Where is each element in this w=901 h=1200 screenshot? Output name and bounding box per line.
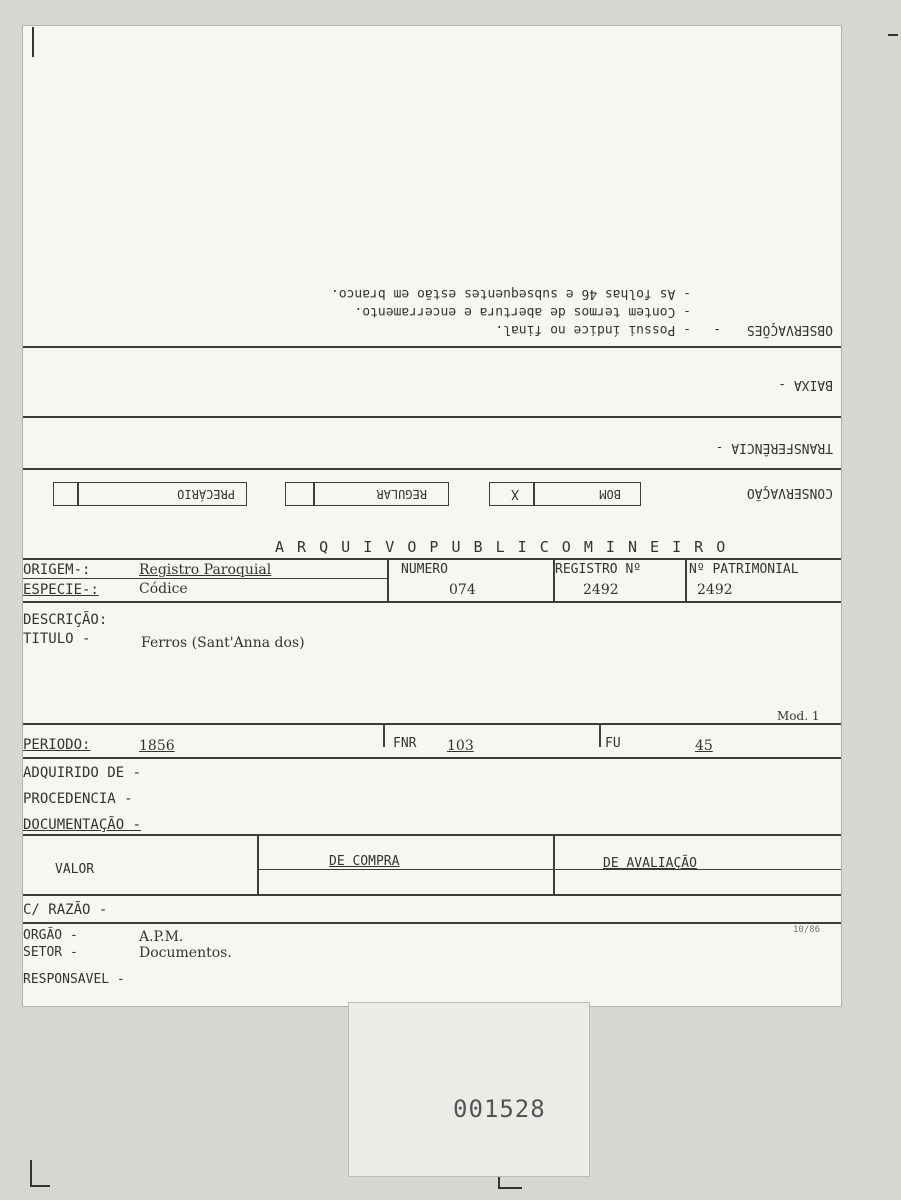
- precario-label: PRECÁRIO: [177, 487, 235, 501]
- setor-value: Documentos.: [139, 945, 232, 961]
- conservacao-label: CONSERVAÇÃO: [746, 485, 833, 500]
- orgao-label: ORGÃO -: [23, 928, 78, 943]
- adquirido-label: ADQUIRIDO DE -: [23, 765, 142, 781]
- setor-label: SETOR -: [23, 945, 78, 960]
- valor-divider-1: [257, 834, 259, 894]
- patrimonial-label: Nº PATRIMONIAL: [689, 562, 799, 577]
- fu-value: 45: [695, 738, 713, 754]
- baixa-label: BAIXA -: [778, 377, 833, 392]
- periodo-value: 1856: [139, 738, 175, 754]
- origem-label: ORIGEM-:: [23, 562, 91, 578]
- procedencia-label: PROCEDENCIA -: [23, 791, 133, 807]
- print-code: 10/86: [793, 925, 821, 935]
- origem-value: Registro Paroquial: [139, 562, 272, 578]
- stamp-number: 001528: [453, 1095, 546, 1123]
- flipped-content: [23, 26, 841, 506]
- grid-bottom-rule: [23, 601, 841, 603]
- orgao-value: A.P.M.: [139, 929, 184, 945]
- periodo-label: PERIODO:: [23, 737, 91, 753]
- obs-line-1: - Possui índice no final.: [495, 322, 691, 337]
- responsavel-label: RESPONSAVEL -: [23, 972, 125, 987]
- patrimonial-value: 2492: [697, 582, 733, 598]
- razao-bottom-rule: [23, 922, 841, 924]
- obs-line-3: - As folhas 46 e subsequentes estão em branco.: [330, 286, 691, 301]
- grid-divider-1: [387, 558, 389, 603]
- descricao-label: DESCRIÇÃO:: [23, 612, 108, 628]
- titulo-label: TITULO -: [23, 631, 91, 647]
- observacoes-label: OBSERVAÇÕES: [746, 322, 833, 337]
- valor-mid-rule: [257, 869, 841, 870]
- transferencia-label: TRANSFERÊNCIA -: [715, 440, 833, 455]
- bom-label: BOM: [599, 487, 621, 501]
- archive-title: A R Q U I V O P U B L I C O M I N E I R O: [275, 538, 728, 556]
- numero-value: 074: [449, 582, 476, 598]
- periodo-divider-1: [383, 723, 385, 747]
- crop-mark-top-left: [32, 27, 34, 57]
- stamp-box: [348, 1002, 590, 1177]
- obs-line-2: - Contem termos de abertura e encerramento.: [354, 304, 691, 319]
- numero-label: NUMERO: [401, 562, 448, 577]
- flipped-rule-3: [23, 346, 841, 348]
- valor-label: VALOR: [55, 862, 95, 877]
- bom-mark: X: [511, 486, 519, 501]
- observacoes-dash: -: [713, 322, 721, 337]
- titulo-value: Ferros (Sant'Anna dos): [141, 635, 305, 651]
- especie-label: ESPECIE-:: [23, 582, 99, 598]
- flipped-rule-1: [23, 468, 841, 470]
- valor-compra-label: DE COMPRA: [329, 854, 400, 869]
- grid-top-rule: [23, 558, 841, 560]
- model-number: Mod. 1: [777, 709, 820, 723]
- regular-divider: [313, 482, 315, 506]
- valor-bottom-rule: [23, 894, 841, 896]
- grid-mid-rule: [23, 578, 387, 579]
- documentacao-label: DOCUMENTAÇÃO -: [23, 817, 142, 833]
- fu-label: FU: [605, 736, 621, 751]
- crop-mark-right-top: [888, 34, 898, 36]
- periodo-bottom-rule: [23, 757, 841, 759]
- regular-label: REGULAR: [376, 487, 427, 501]
- periodo-divider-2: [599, 723, 601, 747]
- precario-divider: [77, 482, 79, 506]
- grid-divider-3: [685, 558, 687, 603]
- fnr-value: 103: [447, 738, 474, 754]
- fnr-label: FNR: [393, 736, 417, 751]
- crop-mark-left-horizontal: [30, 1185, 50, 1187]
- registro-label: REGISTRO Nº: [555, 562, 642, 577]
- valor-divider-2: [553, 834, 555, 894]
- archive-record-card: [22, 25, 842, 1007]
- periodo-top-rule: [23, 723, 841, 725]
- bom-divider: [533, 482, 535, 506]
- registro-value: 2492: [583, 582, 619, 598]
- valor-top-rule: [23, 834, 841, 836]
- razao-label: C/ RAZÃO -: [23, 902, 108, 918]
- valor-avaliacao-label: DE AVALIAÇÃO: [603, 856, 697, 871]
- crop-mark-left-vertical: [30, 1160, 32, 1186]
- flipped-rule-2: [23, 416, 841, 418]
- crop-mark-center-horizontal: [498, 1187, 522, 1189]
- flipped-section: [23, 26, 841, 506]
- especie-value: Códice: [139, 581, 188, 597]
